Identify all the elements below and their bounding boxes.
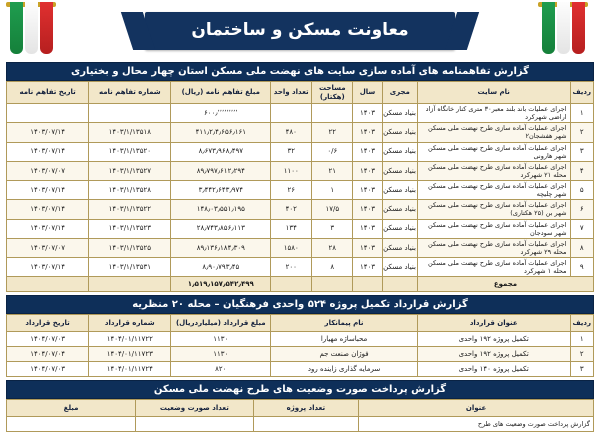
iran-flag-ribbon-right-icon (538, 2, 594, 58)
table-row (7, 123, 594, 142)
cell-no: ۵ (570, 181, 593, 200)
cell-units: ۴۰۲ (271, 200, 312, 219)
cell-date (7, 104, 89, 123)
cell-no: ۳ (570, 142, 593, 161)
page-title: معاونت مسکن و ساختمان (145, 12, 454, 50)
table-agreements (6, 81, 594, 292)
cell-date: ۱۴۰۳/۰۷/۱۴ (7, 200, 89, 219)
cell-site-name: اجرای عملیات آماده سازی طرح نهضت ملی مسکن شهر هفشجان۲ (417, 123, 570, 142)
cell-site-name: اجرای عملیات آماده سازی طرح نهضت ملی مسکن محله ۲۹ شهرکرد (417, 238, 570, 257)
table-row (7, 347, 594, 362)
cell-contract-title: تکمیل پروژه ۱۴۰ واحدی (417, 362, 570, 377)
col-no: ردیف (570, 315, 593, 332)
cell-agent: بنیاد مسکن (382, 181, 417, 200)
total-label: مجموع (417, 277, 593, 292)
cell-units: ۳۲ (271, 142, 312, 161)
cell-date: ۱۴۰۳/۰۷/۱۴ (7, 219, 89, 238)
cell-site-name: اجرای عملیات آماده سازی طرح نهضت ملی مسکن شهر چلیچه (417, 181, 570, 200)
table-row (7, 104, 594, 123)
cell-doc-no: ۱۴۰۳/۱/۱۳۵۲۵ (89, 238, 171, 257)
cell-contract-no: ۱۴۰۴/۰۱/۱۱۷۲۲ (89, 332, 171, 347)
cell-contract-title: تکمیل پروژه ۱۹۲ واحدی (417, 332, 570, 347)
cell-amount: ۲۸٫۷۴۳٫۸۵۶٫۱۱۳ (171, 219, 271, 238)
page-header (0, 0, 600, 62)
cell-area: ۰/۶ (312, 142, 353, 161)
section-title-contracts: گزارش قرارداد تکمیل پروژه ۵۲۴ واحدی فرهنگیان – محله ۲۰ منظریه (6, 295, 594, 314)
cell-doc-no: ۱۴۰۳/۱/۱۳۵۱۸ (89, 123, 171, 142)
cell-contract-no: ۱۴۰۴/۰۱/۱۱۷۲۳ (89, 347, 171, 362)
table-row (7, 258, 594, 277)
cell-date: ۱۴۰۳/۰۷/۱۴ (7, 123, 89, 142)
cell-contract-no: ۱۴۰۴/۰۱/۱۱۷۲۴ (89, 362, 171, 377)
table-header-row (7, 315, 594, 332)
cell-payment-amount (7, 417, 136, 432)
cell-contract-amount: ۸۲۰ (171, 362, 271, 377)
cell-statement-count (136, 417, 253, 432)
cell-contractor: سرمایه گذاری زاینده رود (271, 362, 418, 377)
cell-area: ۲۸ (312, 238, 353, 257)
cell-amount: ۸۹٫۱۳۶٫۱۸۴٫۳۰۹ (171, 238, 271, 257)
table-row (7, 161, 594, 180)
col-no: ردیف (570, 82, 593, 104)
cell-year: ۱۴۰۳ (353, 123, 382, 142)
cell-year: ۱۴۰۳ (353, 181, 382, 200)
cell-contract-date: ۱۴۰۴/۰۷/۰۳ (7, 332, 89, 347)
col-statement-count: تعداد صورت وضعیت (136, 400, 253, 417)
table-row (7, 362, 594, 377)
cell-date: ۱۴۰۳/۰۷/۱۴ (7, 142, 89, 161)
table-row (7, 332, 594, 347)
cell-year: ۱۴۰۳ (353, 200, 382, 219)
iran-flag-ribbon-left-icon (6, 2, 62, 58)
cell-no: ۲ (570, 123, 593, 142)
cell-agent: بنیاد مسکن (382, 104, 417, 123)
cell-amount: ۸٫۶۷۳٫۹۶۸٫۴۹۷ (171, 142, 271, 161)
table-row (7, 181, 594, 200)
col-amount: مبلغ تفاهم نامه (ریال) (171, 82, 271, 104)
cell-area: ۲۱ (312, 161, 353, 180)
cell-date: ۱۴۰۳/۰۷/۱۴ (7, 258, 89, 277)
cell-units: ۱۱۰۰ (271, 161, 312, 180)
total-blank-year (353, 277, 382, 292)
cell-contract-amount: ۱۱۳۰ (171, 332, 271, 347)
report-sheet (0, 62, 600, 432)
cell-contractor: فوژان صنعت جم (271, 347, 418, 362)
cell-site-name: اجرای عملیات باند بلند معبر۳۰ متری کنار خانگاه آزاد اراضی شهرکرد (417, 104, 570, 123)
cell-no: ۶ (570, 200, 593, 219)
cell-doc-no: ۱۴۰۳/۱/۱۳۵۲۳ (89, 219, 171, 238)
cell-amount: ۸٫۹۰٫۷۹۳٫۴۵ (171, 258, 271, 277)
cell-year: ۱۴۰۳ (353, 161, 382, 180)
col-payment-amount: مبلغ (7, 400, 136, 417)
table-row (7, 200, 594, 219)
section-title-agreements: گزارش تفاهمنامه های آماده سازی سایت های نهضت ملی مسکن استان چهار محال و بختیاری (6, 62, 594, 81)
cell-payment-title: گزارش پرداخت صورت وضعیت های طرح (359, 417, 594, 432)
cell-units: ۲۶ (271, 181, 312, 200)
cell-agent: بنیاد مسکن (382, 238, 417, 257)
cell-agent: بنیاد مسکن (382, 219, 417, 238)
cell-contract-title: تکمیل پروژه ۱۹۲ واحدی (417, 347, 570, 362)
cell-amount: ۴۱۱٫۲٫۴٫۶۵۶٫۱۶۱ (171, 123, 271, 142)
col-contractor: نام پیمانکار (271, 315, 418, 332)
cell-units: ۱۳۴ (271, 219, 312, 238)
col-project-count: تعداد پروژه (253, 400, 359, 417)
cell-no: ۳ (570, 362, 593, 377)
table-row (7, 417, 594, 432)
cell-area: ۱۷/۵ (312, 200, 353, 219)
cell-area: ۸ (312, 258, 353, 277)
cell-area: ۳ (312, 219, 353, 238)
cell-site-name: اجرای عملیات آماده سازی طرح نهضت ملی مسکن شهر بن (۲۵ هکتاری) (417, 200, 570, 219)
cell-agent: بنیاد مسکن (382, 258, 417, 277)
cell-amount: ۶۰۰٫٬٬٬٬٬٬٬٬٬ (171, 104, 271, 123)
cell-units: ۱۵۸۰ (271, 238, 312, 257)
cell-date: ۱۴۰۳/۰۷/۱۴ (7, 181, 89, 200)
cell-area (312, 104, 353, 123)
total-blank-agent (382, 277, 417, 292)
col-year: سال (353, 82, 382, 104)
cell-agent: بنیاد مسکن (382, 200, 417, 219)
cell-no: ۷ (570, 219, 593, 238)
cell-no: ۱ (570, 332, 593, 347)
cell-agent: بنیاد مسکن (382, 123, 417, 142)
section-title-payments: گزارش پرداخت صورت وضعیت های طرح نهضت ملی مسکن (6, 380, 594, 399)
cell-amount: ۱۴۸٫۰۳٫۵۵۱٫۱۹۵ (171, 200, 271, 219)
cell-no: ۸ (570, 238, 593, 257)
cell-contract-date: ۱۴۰۴/۰۷/۰۳ (7, 362, 89, 377)
col-contract-amount: مبلغ قرارداد (میلیاردریال) (171, 315, 271, 332)
cell-units (271, 104, 312, 123)
cell-no: ۲ (570, 347, 593, 362)
cell-doc-no (89, 104, 171, 123)
cell-site-name: اجرای عملیات آماده سازی طرح نهضت ملی مسکن محله ۱ شهرکرد (417, 258, 570, 277)
table-row (7, 219, 594, 238)
col-site-name: نام سایت (417, 82, 570, 104)
cell-site-name: اجرای عملیات آماده سازی طرح نهضت ملی مسکن محله ۲۱ شهرکرد (417, 161, 570, 180)
col-payment-title: عنوان (359, 400, 594, 417)
cell-units: ۴۸۰ (271, 123, 312, 142)
cell-site-name: اجرای عملیات آماده سازی طرح نهضت ملی مسکن شهر هارونی (417, 142, 570, 161)
cell-area: ۱ (312, 181, 353, 200)
cell-year: ۱۴۰۳ (353, 219, 382, 238)
total-amount: ۱٫۵۱۹٫۱۵۷٫۵۴۲٫۴۹۹ (171, 277, 271, 292)
table-row (7, 238, 594, 257)
total-blank-units (271, 277, 312, 292)
table-total-row (7, 277, 594, 292)
cell-no: ۱ (570, 104, 593, 123)
total-blank-area (312, 277, 353, 292)
cell-date: ۱۴۰۳/۰۷/۰۷ (7, 238, 89, 257)
cell-doc-no: ۱۴۰۳/۱/۱۳۵۲۷ (89, 161, 171, 180)
cell-agent: بنیاد مسکن (382, 161, 417, 180)
col-agent: مجری (382, 82, 417, 104)
total-blank-date (7, 277, 89, 292)
cell-agent: بنیاد مسکن (382, 142, 417, 161)
table-payments (6, 399, 594, 432)
cell-area: ۲۲ (312, 123, 353, 142)
table-row (7, 142, 594, 161)
col-doc-no: شماره تفاهم نامه (89, 82, 171, 104)
col-contract-no: شماره قرارداد (89, 315, 171, 332)
cell-doc-no: ۱۴۰۳/۱/۱۳۵۲۰ (89, 142, 171, 161)
cell-year: ۱۴۰۳ (353, 258, 382, 277)
cell-project-count (253, 417, 359, 432)
cell-year: ۱۴۰۳ (353, 238, 382, 257)
cell-no: ۹ (570, 258, 593, 277)
cell-units: ۲۰۰ (271, 258, 312, 277)
cell-doc-no: ۱۴۰۳/۱/۱۳۵۳۱ (89, 258, 171, 277)
col-contract-title: عنوان قرارداد (417, 315, 570, 332)
cell-doc-no: ۱۴۰۳/۱/۱۳۵۲۸ (89, 181, 171, 200)
cell-contractor: محباساژه مهیارا (271, 332, 418, 347)
cell-contract-date: ۱۴۰۴/۰۷/۰۴ (7, 347, 89, 362)
col-units: تعداد واحد (271, 82, 312, 104)
col-date: تاریخ تفاهم نامه (7, 82, 89, 104)
cell-doc-no: ۱۴۰۳/۱/۱۳۵۲۲ (89, 200, 171, 219)
cell-no: ۴ (570, 161, 593, 180)
table-header-row (7, 82, 594, 104)
table-header-row (7, 400, 594, 417)
cell-year: ۱۴۰۳ (353, 142, 382, 161)
table-contracts (6, 314, 594, 377)
cell-amount: ۸۹٫۷۹۷٫۶۱۲٫۲۹۴ (171, 161, 271, 180)
total-blank-doc (89, 277, 171, 292)
cell-contract-amount: ۱۱۳۰ (171, 347, 271, 362)
cell-amount: ۳٫۴۴۲٫۶۴۳٫۹۷۴ (171, 181, 271, 200)
cell-year: ۱۴۰۳ (353, 104, 382, 123)
cell-site-name: اجرای عملیات آماده سازی طرح نهضت ملی مسکن شهر سودجان (417, 219, 570, 238)
col-contract-date: تاریخ قرارداد (7, 315, 89, 332)
cell-date: ۱۴۰۳/۰۷/۰۷ (7, 161, 89, 180)
col-area: مساحت (هکتار) (312, 82, 353, 104)
